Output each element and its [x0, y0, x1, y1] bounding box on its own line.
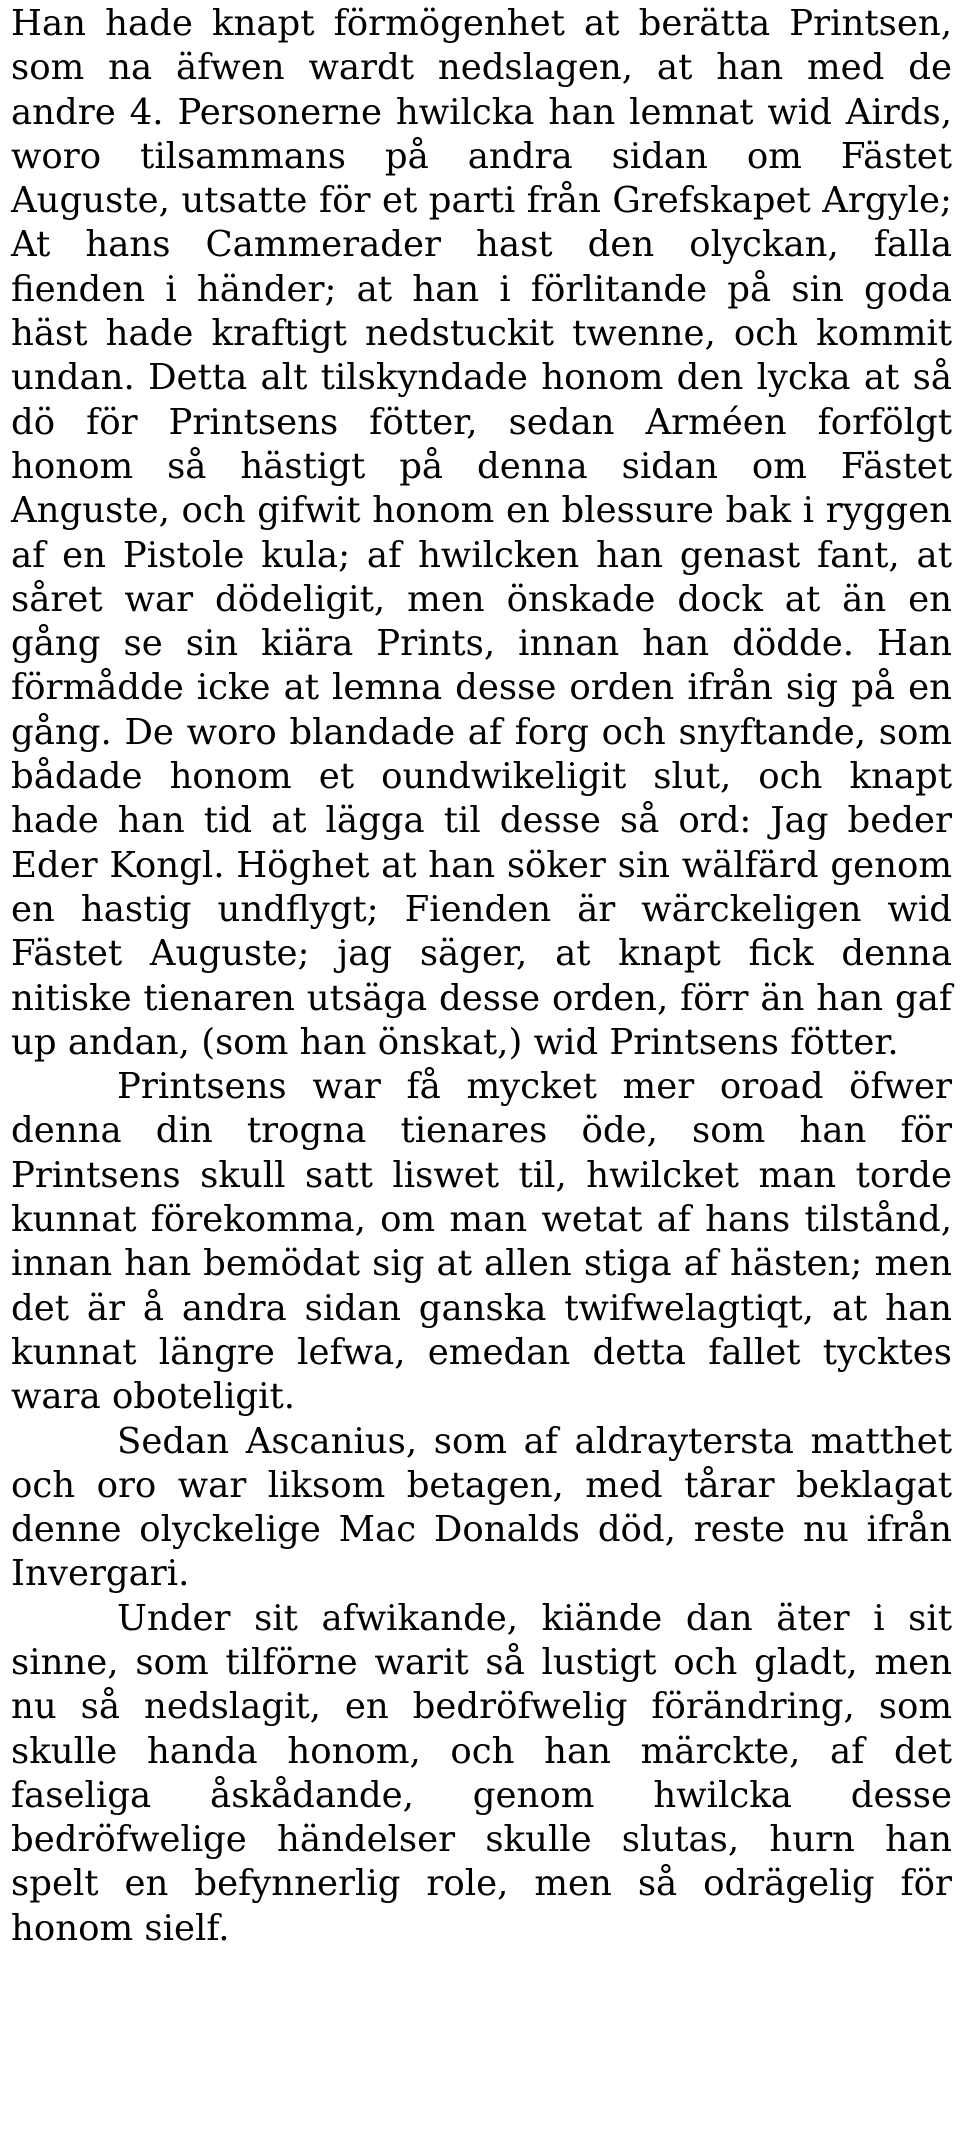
paragraph-1: Han hade knapt förmögenhet at berätta Printsen, som na äfwen wardt nedslagen, at han med de andre 4. Personerne hwilcka han lemnat wid Airds, woro tilsammans på andra sidan om Fästet Auguste, utsatte för et parti från Grefskapet Argyle; At hans Cammerader hast den olyckan, falla fienden i händer; at han i förlitande på sin goda häst hade kraftigt nedstuckit twenne, och kommit undan. Detta alt tilskyndade honom den lycka at så dö för Printsens fötter, sedan Arméen forfölgt honom så hästigt på denna sidan om Fästet Anguste, och gifwit honom en blessure bak i ryggen af en Pistole kula; af hwilcken han genast fant, at såret war dödeligit, men önskade dock at än en gång se sin kiära Prints, innan han dödde. Han förmådde icke at lemna desse orden ifrån sig på en gång. De woro blandade af forg och snyftande, som bådade honom et oundwikeligit slut, och knapt hade han tid at lägga til desse så ord: Jag beder Eder Kongl. Höghet at han söker sin wälfärd genom en hastig undflygt; Fienden är wärckeligen wid Fästet Auguste; jag säger, at knapt fick denna nitiske tienaren utsäga desse orden, förr än han gaf up andan, (som han önskat,) wid Printsens fötter. [11, 3, 952, 1063]
paragraph-2: Printsens war få mycket mer oroad öfwer denna din trogna tienares öde, som han för Printsens skull satt liswet til, hwilcket man torde kunnat förekomma, om man wetat af hans tilstånd, innan han bemödat sig at allen stiga af hästen; men det är å andra sidan ganska twifwelagtiqt, at han kunnat längre lefwa, emedan detta fallet tycktes wara oboteligit. [11, 1066, 952, 1418]
paragraph-3: Sedan Ascanius, som af aldraytersta matthet och oro war liksom betagen, med tårar beklagat denne olyckelige Mac Donalds död, reste nu ifrån Invergari. [11, 1420, 952, 1595]
paragraph-4: Under sit afwikande, kiände dan äter i sit sinne, som tilförne warit så lustigt och gladt, men nu så nedslagit, en bedröfwelig förändring, som skulle handa honom, och han märckte, af det faseliga åskådande, genom hwilcka desse bedröfwelige händelser skulle slutas, hurn han spelt en befynnerlig role, men så odrägelig för honom sielf. [11, 1597, 952, 1949]
